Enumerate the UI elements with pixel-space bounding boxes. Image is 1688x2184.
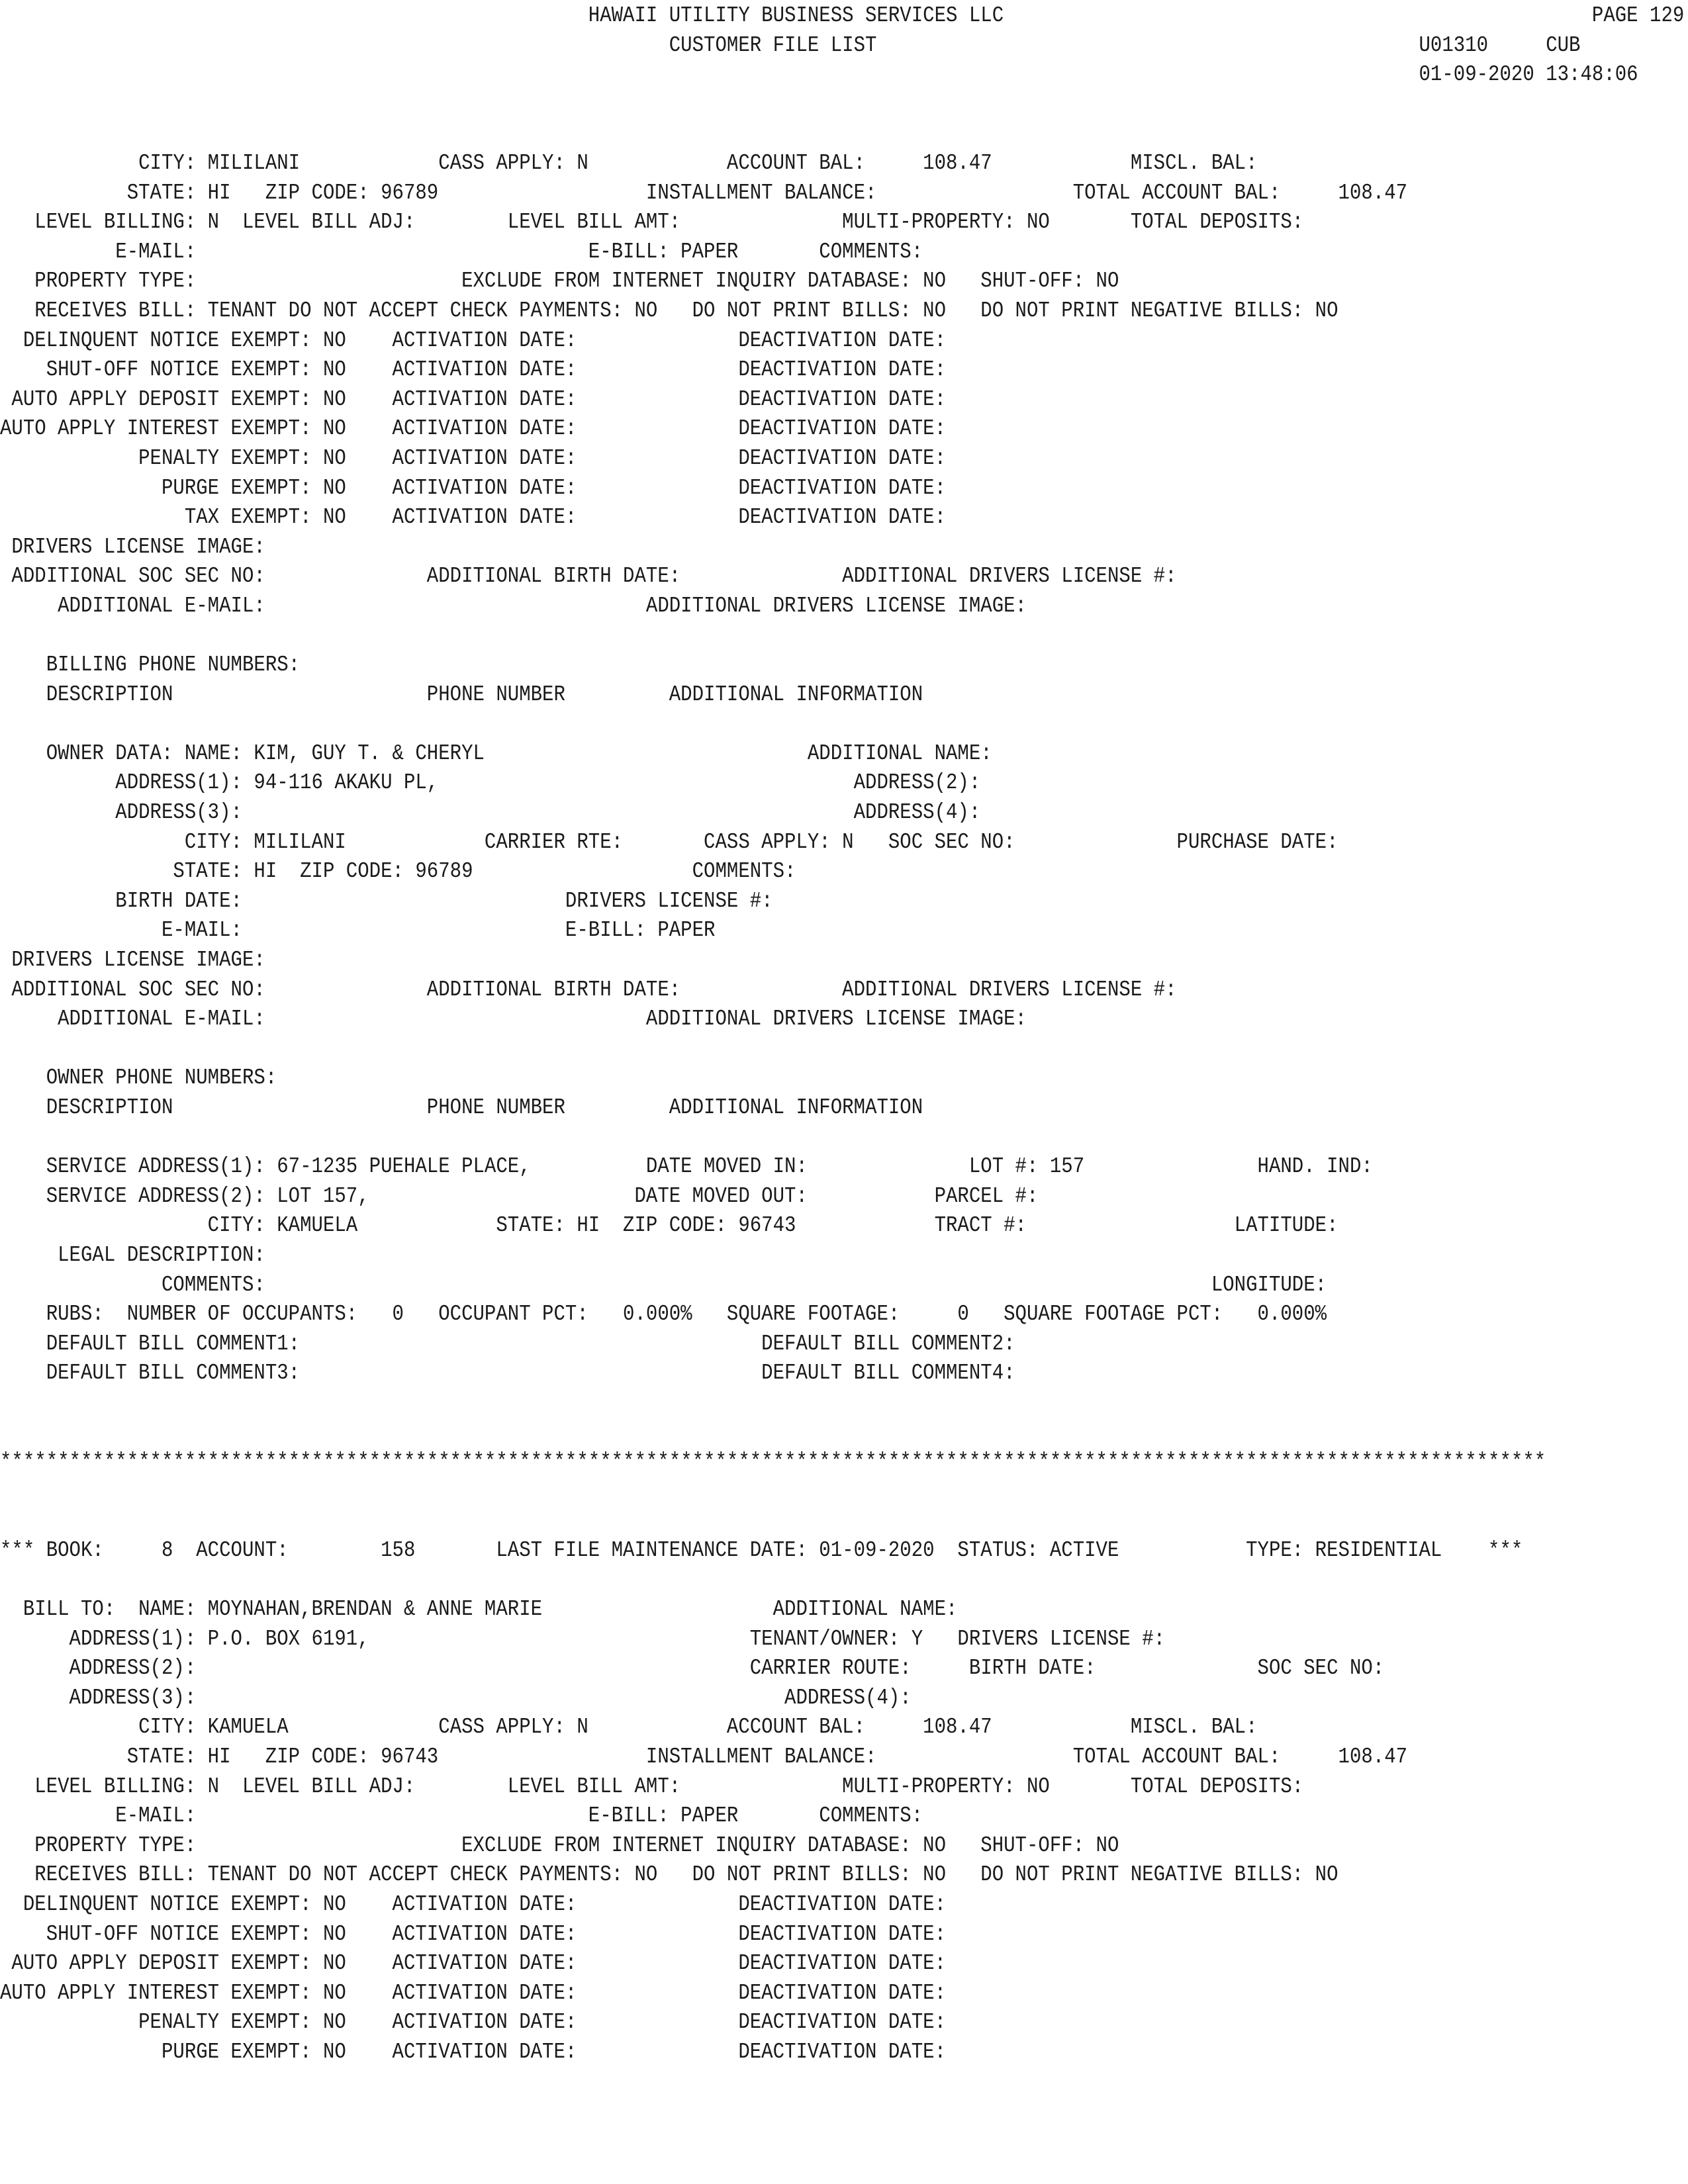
customer-file-list-report	[0, 1, 1685, 2179]
report-line: PROPERTY TYPE: EXCLUDE FROM INTERNET INQUIRY DATABASE: NO SHUT-OFF: NO	[0, 1833, 1119, 1858]
report-line: DELINQUENT NOTICE EXEMPT: NO ACTIVATION DATE: DEACTIVATION DATE:	[0, 328, 947, 353]
report-line: RUBS: NUMBER OF OCCUPANTS: 0 OCCUPANT PCT: 0.000% SQUARE FOOTAGE: 0 SQUARE FOOTAGE PCT: 0.000%	[0, 1302, 1327, 1327]
report-line: LEVEL BILLING: N LEVEL BILL ADJ: LEVEL BILL AMT: MULTI-PROPERTY: NO TOTAL DEPOSITS:	[0, 210, 1304, 235]
report-line: PENALTY EXEMPT: NO ACTIVATION DATE: DEACTIVATION DATE:	[0, 2010, 947, 2035]
report-line: ADDITIONAL SOC SEC NO: ADDITIONAL BIRTH DATE: ADDITIONAL DRIVERS LICENSE #:	[0, 977, 1177, 1002]
report-line: CITY: MILILANI CASS APPLY: N ACCOUNT BAL: 108.47 MISCL. BAL:	[0, 150, 1258, 175]
report-line: ADDITIONAL E-MAIL: ADDITIONAL DRIVERS LICENSE IMAGE:	[0, 593, 1027, 618]
report-line: ADDRESS(3): ADDRESS(4):	[0, 800, 981, 825]
report-line: ADDRESS(3): ADDRESS(4):	[0, 1685, 912, 1710]
report-line	[0, 1506, 1485, 1536]
report-line: ADDITIONAL E-MAIL: ADDITIONAL DRIVERS LICENSE IMAGE:	[0, 1007, 1027, 1032]
report-line: BILLING PHONE NUMBERS:	[0, 653, 301, 678]
report-line: BILL TO: NAME: MOYNAHAN,BRENDAN & ANNE MARIE ADDITIONAL NAME:	[0, 1597, 958, 1622]
report-line: SHUT-OFF NOTICE EXEMPT: NO ACTIVATION DATE: DEACTIVATION DATE:	[0, 357, 947, 383]
report-line: **************************************************************************************************************************************	[0, 1449, 1546, 1475]
report-line	[0, 1123, 1485, 1153]
report-line	[0, 1477, 1485, 1507]
report-line: CUSTOMER FILE LIST U01310 CUB	[0, 32, 1581, 58]
report-line	[0, 119, 1485, 149]
report-line	[0, 1565, 1485, 1595]
report-line: 01-09-2020 13:48:06	[0, 62, 1638, 87]
report-line: BIRTH DATE: DRIVERS LICENSE #:	[0, 888, 773, 913]
report-line: SHUT-OFF NOTICE EXEMPT: NO ACTIVATION DATE: DEACTIVATION DATE:	[0, 1921, 947, 1946]
report-line: AUTO APPLY INTEREST EXEMPT: NO ACTIVATION DATE: DEACTIVATION DATE:	[0, 1980, 947, 2005]
report-line: ADDRESS(1): 94-116 AKAKU PL, ADDRESS(2):	[0, 770, 981, 796]
report-line: CITY: KAMUELA STATE: HI ZIP CODE: 96743 TRACT #: LATITUDE:	[0, 1213, 1338, 1238]
report-line: *** BOOK: 8 ACCOUNT: 158 LAST FILE MAINTENANCE DATE: 01-09-2020 STATUS: ACTIVE TYPE: RESIDENTIAL ***	[0, 1537, 1523, 1563]
report-line: ADDRESS(1): P.O. BOX 6191, TENANT/OWNER: Y DRIVERS LICENSE #:	[0, 1626, 1166, 1651]
report-line: DELINQUENT NOTICE EXEMPT: NO ACTIVATION DATE: DEACTIVATION DATE:	[0, 1892, 947, 1917]
report-line: HAWAII UTILITY BUSINESS SERVICES LLC PAGE 129	[0, 3, 1685, 28]
report-line: STATE: HI ZIP CODE: 96789 INSTALLMENT BALANCE: TOTAL ACCOUNT BAL: 108.47	[0, 180, 1408, 205]
report-line: E-MAIL: E-BILL: PAPER COMMENTS:	[0, 239, 923, 264]
report-line: PENALTY EXEMPT: NO ACTIVATION DATE: DEACTIVATION DATE:	[0, 445, 947, 471]
report-line: COMMENTS: LONGITUDE:	[0, 1272, 1327, 1297]
report-line: PROPERTY TYPE: EXCLUDE FROM INTERNET INQUIRY DATABASE: NO SHUT-OFF: NO	[0, 269, 1119, 294]
report-line: SERVICE ADDRESS(1): 67-1235 PUEHALE PLACE, DATE MOVED IN: LOT #: 157 HAND. IND:	[0, 1154, 1373, 1179]
report-line: OWNER PHONE NUMBERS:	[0, 1066, 277, 1091]
report-line: LEGAL DESCRIPTION:	[0, 1242, 265, 1267]
report-line	[0, 621, 1485, 651]
report-line	[0, 709, 1485, 739]
report-line: E-MAIL: E-BILL: PAPER COMMENTS:	[0, 1803, 923, 1829]
report-line	[0, 1034, 1485, 1064]
report-line: AUTO APPLY INTEREST EXEMPT: NO ACTIVATION DATE: DEACTIVATION DATE:	[0, 416, 947, 441]
report-line: E-MAIL: E-BILL: PAPER	[0, 918, 716, 943]
report-line	[0, 1418, 1485, 1448]
report-line: RECEIVES BILL: TENANT DO NOT ACCEPT CHECK PAYMENTS: NO DO NOT PRINT BILLS: NO DO NOT PRINT NEGATIVE BILLS: NO	[0, 1862, 1338, 1888]
report-line	[0, 90, 1485, 120]
report-line: ADDITIONAL SOC SEC NO: ADDITIONAL BIRTH DATE: ADDITIONAL DRIVERS LICENSE #:	[0, 564, 1177, 589]
report-line: DESCRIPTION PHONE NUMBER ADDITIONAL INFORMATION	[0, 1095, 923, 1120]
report-line: PURGE EXEMPT: NO ACTIVATION DATE: DEACTIVATION DATE:	[0, 2039, 947, 2064]
report-line: ADDRESS(2): CARRIER ROUTE: BIRTH DATE: SOC SEC NO:	[0, 1656, 1385, 1681]
report-line: STATE: HI ZIP CODE: 96789 COMMENTS:	[0, 859, 796, 884]
report-line: SERVICE ADDRESS(2): LOT 157, DATE MOVED OUT: PARCEL #:	[0, 1183, 1039, 1208]
report-line: TAX EXEMPT: NO ACTIVATION DATE: DEACTIVATION DATE:	[0, 505, 947, 530]
report-line: DESCRIPTION PHONE NUMBER ADDITIONAL INFORMATION	[0, 682, 923, 707]
report-line: OWNER DATA: NAME: KIM, GUY T. & CHERYL ADDITIONAL NAME:	[0, 741, 992, 766]
report-line: AUTO APPLY DEPOSIT EXEMPT: NO ACTIVATION DATE: DEACTIVATION DATE:	[0, 1951, 947, 1976]
report-line: CITY: MILILANI CARRIER RTE: CASS APPLY: N SOC SEC NO: PURCHASE DATE:	[0, 829, 1338, 854]
report-line: CITY: KAMUELA CASS APPLY: N ACCOUNT BAL: 108.47 MISCL. BAL:	[0, 1715, 1258, 1740]
report-line: DRIVERS LICENSE IMAGE:	[0, 948, 265, 972]
report-line: LEVEL BILLING: N LEVEL BILL ADJ: LEVEL BILL AMT: MULTI-PROPERTY: NO TOTAL DEPOSITS:	[0, 1774, 1304, 1799]
report-line: DEFAULT BILL COMMENT3: DEFAULT BILL COMMENT4:	[0, 1361, 1015, 1386]
report-line: AUTO APPLY DEPOSIT EXEMPT: NO ACTIVATION DATE: DEACTIVATION DATE:	[0, 387, 947, 412]
report-line: PURGE EXEMPT: NO ACTIVATION DATE: DEACTIVATION DATE:	[0, 475, 947, 500]
report-line: STATE: HI ZIP CODE: 96743 INSTALLMENT BALANCE: TOTAL ACCOUNT BAL: 108.47	[0, 1745, 1408, 1770]
report-line: DEFAULT BILL COMMENT1: DEFAULT BILL COMMENT2:	[0, 1331, 1015, 1356]
report-line: DRIVERS LICENSE IMAGE:	[0, 534, 265, 559]
report-line	[0, 1388, 1485, 1418]
report-line: RECEIVES BILL: TENANT DO NOT ACCEPT CHECK PAYMENTS: NO DO NOT PRINT BILLS: NO DO NOT PRINT NEGATIVE BILLS: NO	[0, 298, 1338, 323]
